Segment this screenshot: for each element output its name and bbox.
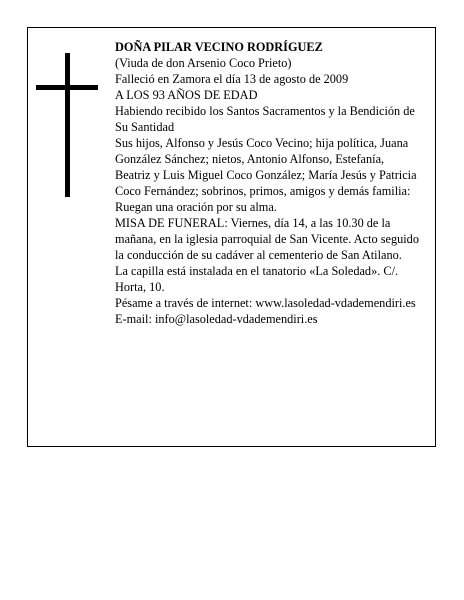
death-date-line: Falleció en Zamora el día 13 de agosto de 2009 [115,72,349,86]
funeral-paragraph: MISA DE FUNERAL: Viernes, día 14, a las 10.30 de la mañana, en la iglesia parroquial de San Vicente. Acto seguido la conducción de su cadáver al cementerio de San Atilano. [115,216,419,262]
cross-horizontal-bar [36,85,98,90]
obituary-text [115,39,421,327]
email-line: E-mail: info@lasoledad-vdademendiri.es [115,312,318,326]
cross-icon [36,53,98,197]
sacraments-paragraph: Habiendo recibido los Santos Sacramentos y la Bendición de Su Santidad [115,104,415,134]
prayer-line: Ruegan una oración por su alma. [115,200,277,214]
age-line: A LOS 93 AÑOS DE EDAD [115,88,258,102]
cross-vertical-bar [65,53,70,197]
deceased-name: DOÑA PILAR VECINO RODRÍGUEZ [115,40,323,54]
condolences-line: Pésame a través de internet: www.lasoledad-vdademendiri.es [115,296,416,310]
chapel-paragraph: La capilla está instalada en el tanatorio «La Soledad». C/. Horta, 10. [115,264,399,294]
family-paragraph: Sus hijos, Alfonso y Jesús Coco Vecino; hija política, Juana González Sánchez; nietos, Antonio Alfonso, Estefanía, Beatriz y Luis Miguel Coco González; María Jesús y Patricia Coco Fernández; sobrinos, primos, amigos y demás familia: [115,136,417,198]
widow-of-line: (Viuda de don Arsenio Coco Prieto) [115,56,292,70]
